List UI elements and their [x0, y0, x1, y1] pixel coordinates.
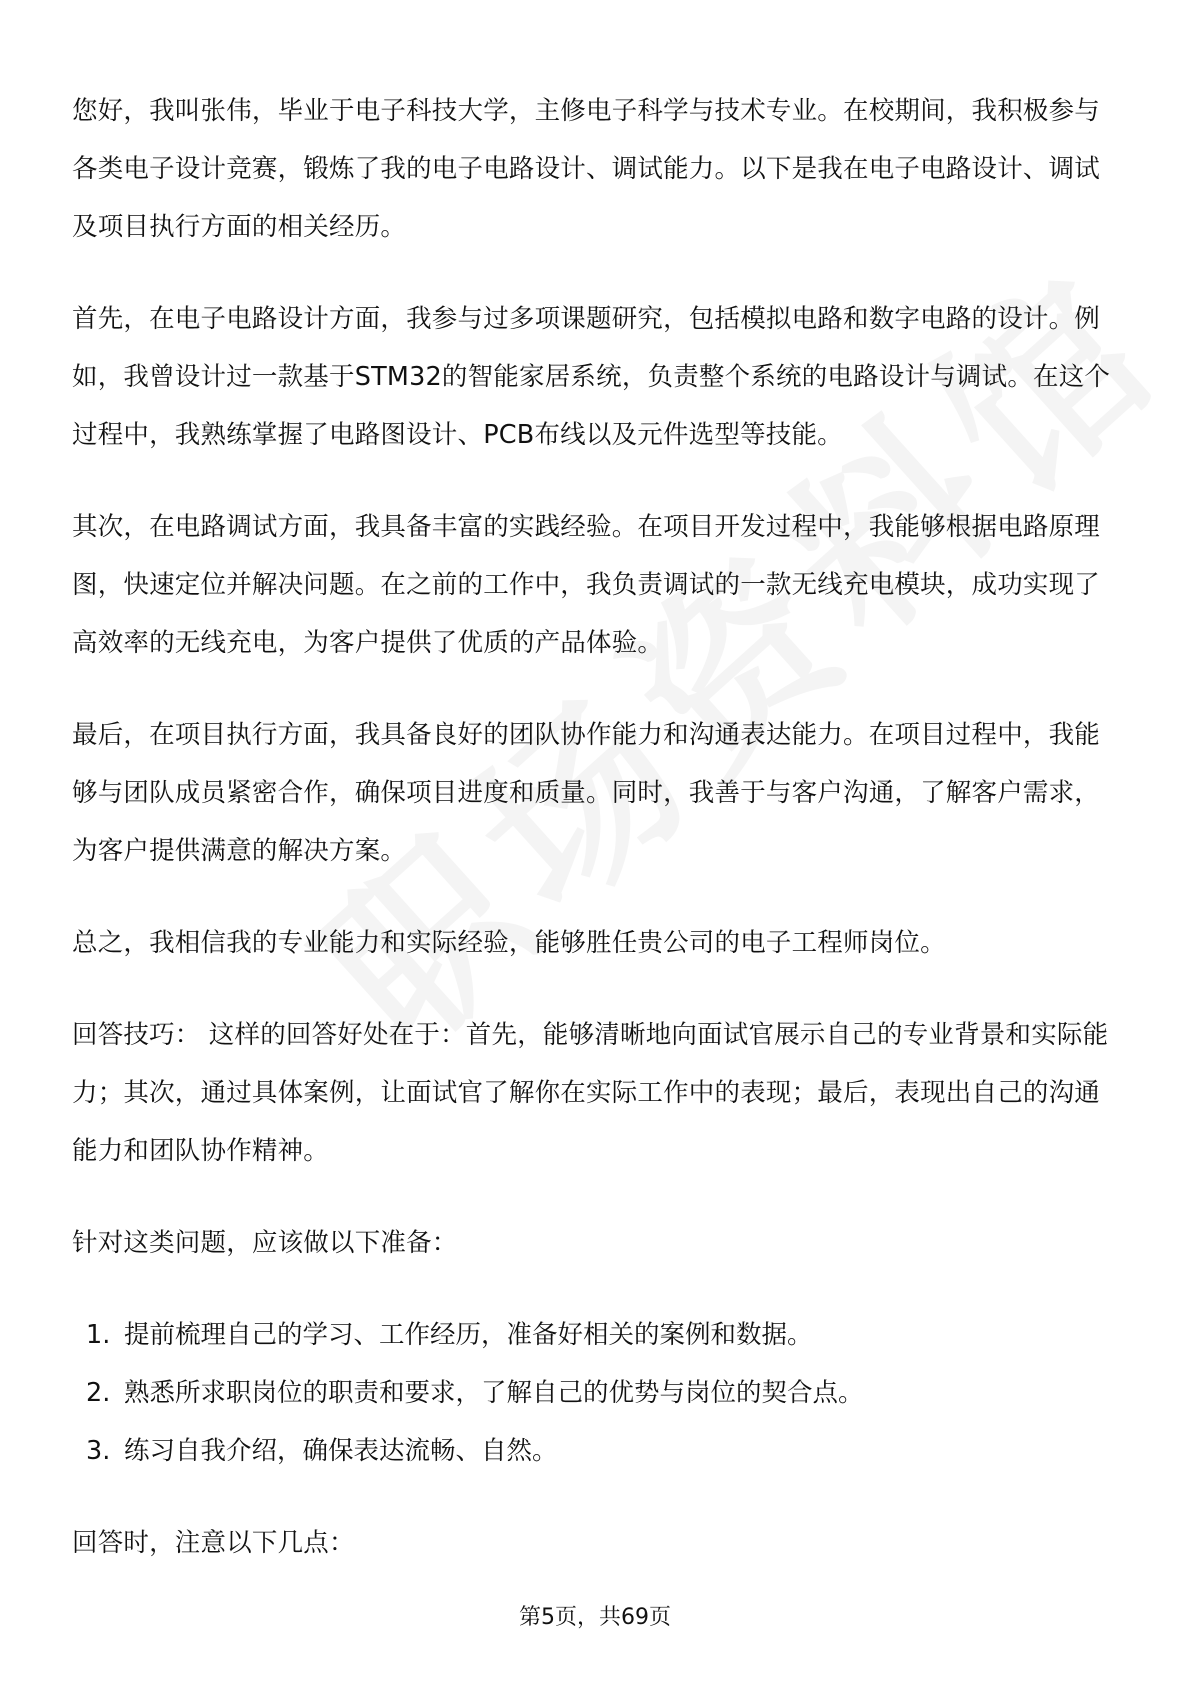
paragraph-preparation-intro: 针对这类问题，应该做以下准备：	[72, 1228, 458, 1258]
list-item-number: 3.	[86, 1436, 111, 1466]
paragraph-circuit-design: 首先，在电子电路设计方面，我参与过多项课题研究，包括模拟电路和数字电路的设计。例如，我曾设计过一款基于STM32的智能家居系统，负责整个系统的电路设计与调试。在这个过程中，我熟练掌握了电路图设计、PCB布线以及元件选型等技能。	[72, 304, 1111, 450]
list-item	[72, 1422, 1122, 1480]
document-body	[72, 82, 1122, 1606]
list-item	[72, 1306, 1122, 1364]
list-item-text: 练习自我介绍，确保表达流畅、自然。	[124, 1436, 558, 1466]
list-item	[72, 1364, 1122, 1422]
paragraph-answer-tips: 回答技巧： 这样的回答好处在于：首先，能够清晰地向面试官展示自己的专业背景和实际能力；其次，通过具体案例，让面试官了解你在实际工作中的表现；最后，表现出自己的沟通能力和团队协作精神。	[72, 1020, 1109, 1166]
paragraph-intro: 您好，我叫张伟，毕业于电子科技大学，主修电子科学与技术专业。在校期间，我积极参与各类电子设计竞赛，锻炼了我的电子电路设计、调试能力。以下是我在电子电路设计、调试及项目执行方面的相关经历。	[72, 96, 1101, 242]
list-item-text: 提前梳理自己的学习、工作经历，准备好相关的案例和数据。	[124, 1320, 813, 1350]
list-item-number: 2.	[86, 1378, 111, 1408]
list-item-number: 1.	[86, 1320, 111, 1350]
paragraph-closing: 回答时，注意以下几点：	[72, 1528, 355, 1558]
paragraph-summary: 总之，我相信我的专业能力和实际经验，能够胜任贵公司的电子工程师岗位。	[72, 928, 946, 958]
paragraph-project-execution: 最后，在项目执行方面，我具备良好的团队协作能力和沟通表达能力。在项目过程中，我能够与团队成员紧密合作，确保项目进度和质量。同时，我善于与客户沟通，了解客户需求，为客户提供满意的解决方案。	[72, 720, 1101, 866]
preparation-list	[72, 1306, 1122, 1480]
page-number-footer: 第5页，共69页	[519, 1605, 671, 1630]
list-item-text: 熟悉所求职岗位的职责和要求，了解自己的优势与岗位的契合点。	[124, 1378, 864, 1408]
paragraph-circuit-debug: 其次，在电路调试方面，我具备丰富的实践经验。在项目开发过程中，我能够根据电路原理图，快速定位并解决问题。在之前的工作中，我负责调试的一款无线充电模块，成功实现了高效率的无线充电，为客户提供了优质的产品体验。	[72, 512, 1101, 658]
